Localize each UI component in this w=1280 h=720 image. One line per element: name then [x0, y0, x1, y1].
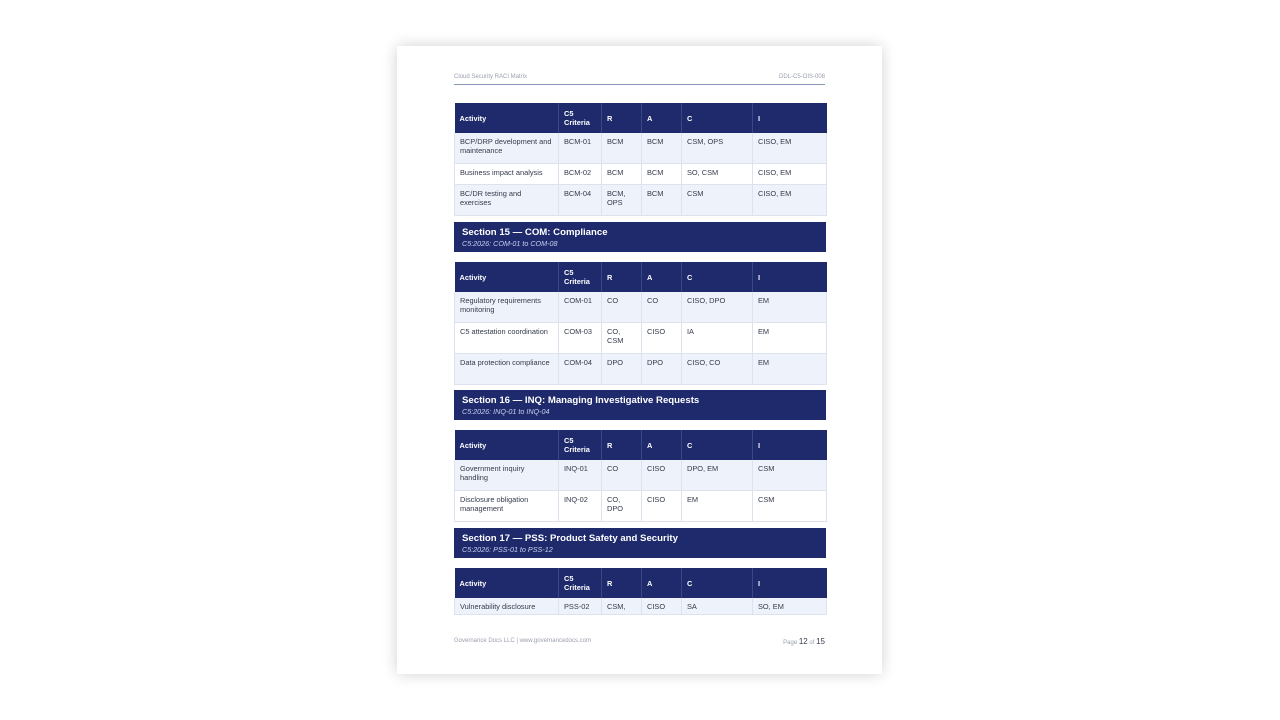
r-cell: BCM, OPS: [602, 185, 642, 216]
r-cell: CO, CSM: [602, 323, 642, 354]
c-cell: CISO, DPO: [682, 292, 753, 323]
footer-company: Governance Docs LLC | www.governancedocs.com: [454, 638, 591, 644]
col-consulted: C: [682, 568, 753, 598]
col-accountable: A: [642, 430, 682, 460]
i-cell: EM: [753, 354, 827, 385]
criteria-cell: INQ-01: [559, 460, 602, 491]
col-c5-criteria: C5 Criteria: [559, 262, 602, 292]
section-title: Section 16 — INQ: Managing Investigative Requests: [462, 395, 700, 406]
raci-table-inq: [454, 430, 827, 522]
activity-cell: Government inquiry handling: [455, 460, 559, 491]
col-informed: I: [753, 568, 827, 598]
col-accountable: A: [642, 103, 682, 133]
criteria-cell: COM-01: [559, 292, 602, 323]
c-cell: IA: [682, 323, 753, 354]
c-cell: SA: [682, 598, 753, 615]
activity-cell: Business impact analysis: [455, 164, 559, 185]
page-current: 12: [798, 637, 808, 646]
page-header: [454, 73, 825, 85]
i-cell: EM: [753, 323, 827, 354]
section-subtitle: C5:2026: COM-01 to COM-08: [462, 239, 558, 248]
activity-cell: Data protection compliance: [455, 354, 559, 385]
r-cell: CO: [602, 292, 642, 323]
table-row: [455, 460, 827, 491]
r-cell: BCM: [602, 133, 642, 164]
document-page: [397, 46, 882, 674]
col-responsible: R: [602, 262, 642, 292]
col-informed: I: [753, 103, 827, 133]
i-cell: CSM: [753, 491, 827, 522]
i-cell: SO, EM: [753, 598, 827, 615]
col-responsible: R: [602, 103, 642, 133]
col-accountable: A: [642, 568, 682, 598]
a-cell: BCM: [642, 133, 682, 164]
col-consulted: C: [682, 103, 753, 133]
col-activity: Activity: [455, 262, 559, 292]
table-row: [455, 491, 827, 522]
col-consulted: C: [682, 262, 753, 292]
col-c5-criteria: C5 Criteria: [559, 430, 602, 460]
table-row: [455, 185, 827, 216]
page-number: [783, 637, 825, 646]
raci-table-pss: [454, 568, 827, 615]
criteria-cell: BCM-04: [559, 185, 602, 216]
section-title: Section 15 — COM: Compliance: [462, 227, 608, 238]
activity-cell: C5 attestation coordination: [455, 323, 559, 354]
c-cell: CSM: [682, 185, 753, 216]
raci-table-com: [454, 262, 827, 385]
section-heading-com: [454, 222, 826, 252]
a-cell: CISO: [642, 598, 682, 615]
criteria-cell: COM-04: [559, 354, 602, 385]
i-cell: EM: [753, 292, 827, 323]
a-cell: CISO: [642, 491, 682, 522]
col-responsible: R: [602, 430, 642, 460]
col-informed: I: [753, 262, 827, 292]
criteria-cell: COM-03: [559, 323, 602, 354]
activity-cell: BCP/DRP development and maintenance: [455, 133, 559, 164]
a-cell: CISO: [642, 323, 682, 354]
col-informed: I: [753, 430, 827, 460]
page-of: of: [809, 640, 815, 646]
header-title: Cloud Security RACI Matrix: [454, 74, 528, 80]
section-heading-pss: [454, 528, 826, 558]
a-cell: DPO: [642, 354, 682, 385]
section-heading-inq: [454, 390, 826, 420]
table-row: [455, 323, 827, 354]
i-cell: CISO, EM: [753, 133, 827, 164]
section-title: Section 17 — PSS: Product Safety and Security: [462, 533, 678, 544]
r-cell: CO, DPO: [602, 491, 642, 522]
r-cell: CO: [602, 460, 642, 491]
activity-cell: BC/DR testing and exercises: [455, 185, 559, 216]
c-cell: SO, CSM: [682, 164, 753, 185]
activity-cell: Disclosure obligation management: [455, 491, 559, 522]
col-c5-criteria: C5 Criteria: [559, 103, 602, 133]
col-activity: Activity: [455, 430, 559, 460]
criteria-cell: BCM-02: [559, 164, 602, 185]
a-cell: BCM: [642, 164, 682, 185]
col-responsible: R: [602, 568, 642, 598]
table-row: [455, 292, 827, 323]
table-row: [455, 133, 827, 164]
i-cell: CSM: [753, 460, 827, 491]
activity-cell: Vulnerability disclosure: [455, 598, 559, 615]
r-cell: CSM,: [602, 598, 642, 615]
header-doc-id: DDL-C5-OIS-008: [778, 74, 825, 80]
r-cell: DPO: [602, 354, 642, 385]
section-subtitle: C5:2026: PSS-01 to PSS-12: [462, 545, 553, 554]
a-cell: BCM: [642, 185, 682, 216]
criteria-cell: INQ-02: [559, 491, 602, 522]
page-prefix: Page: [783, 640, 798, 646]
table-row: [455, 354, 827, 385]
section-subtitle: C5:2026: INQ-01 to INQ-04: [462, 407, 550, 416]
c-cell: CSM, OPS: [682, 133, 753, 164]
col-activity: Activity: [455, 568, 559, 598]
a-cell: CO: [642, 292, 682, 323]
c-cell: DPO, EM: [682, 460, 753, 491]
col-activity: Activity: [455, 103, 559, 133]
col-c5-criteria: C5 Criteria: [559, 568, 602, 598]
i-cell: CISO, EM: [753, 185, 827, 216]
raci-table-bcm: [454, 103, 827, 216]
criteria-cell: BCM-01: [559, 133, 602, 164]
criteria-cell: PSS-02: [559, 598, 602, 615]
page-total: 15: [816, 637, 825, 646]
table-row: [455, 164, 827, 185]
col-consulted: C: [682, 430, 753, 460]
r-cell: BCM: [602, 164, 642, 185]
i-cell: CISO, EM: [753, 164, 827, 185]
c-cell: EM: [682, 491, 753, 522]
c-cell: CISO, CO: [682, 354, 753, 385]
table-row: [455, 598, 827, 615]
col-accountable: A: [642, 262, 682, 292]
activity-cell: Regulatory requirements monitoring: [455, 292, 559, 323]
a-cell: CISO: [642, 460, 682, 491]
